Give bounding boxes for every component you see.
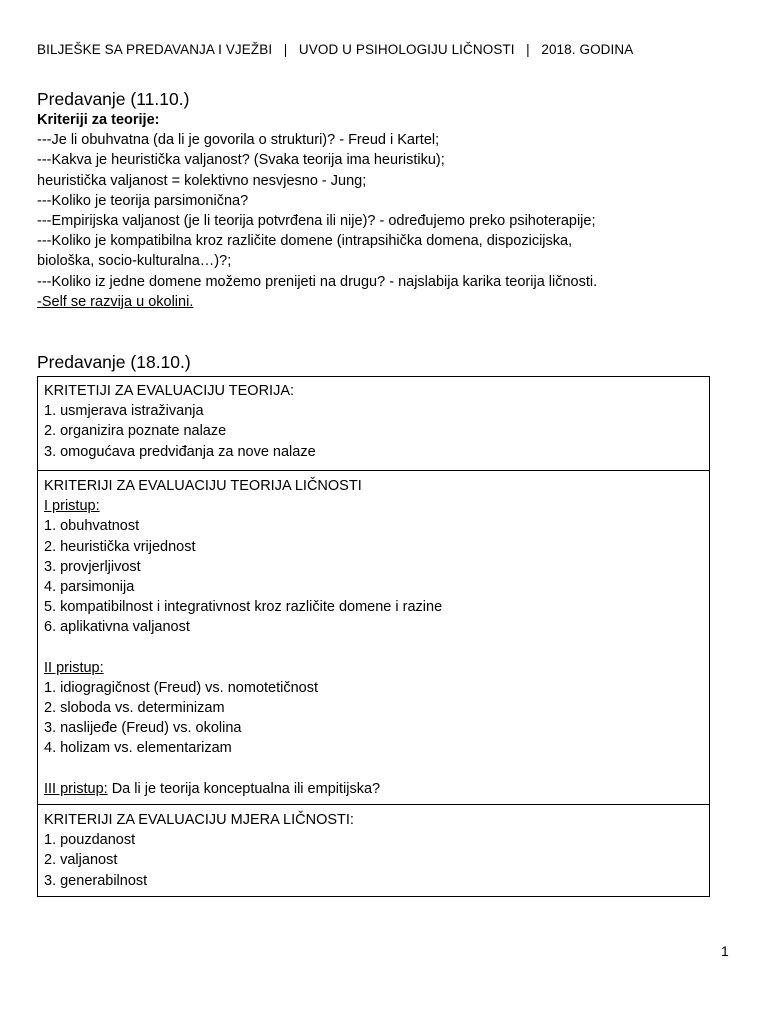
list-item: 4. holizam vs. elementarizam	[44, 740, 232, 757]
self-note: -Self se razvija u okolini.	[37, 293, 194, 310]
lecture-1-body	[37, 110, 737, 312]
cell-heading: KRITETIJI ZA EVALUACIJU TEORIJA:	[44, 383, 295, 399]
lecture-1-line: ---Empirijska valjanost (je li teorija potvrđena ili nije)? - određujemo preko psihoterapije;	[37, 212, 596, 229]
list-item: 2. heuristička vrijednost	[44, 538, 196, 555]
lecture-1-line: ---Koliko je teorija parsimonična?	[37, 192, 249, 209]
list-item: 4. parsimonija	[44, 578, 135, 595]
list-item: 3. naslijeđe (Freud) vs. okolina	[44, 720, 242, 737]
approach-label: I pristup:	[44, 498, 100, 515]
approach-3-text: Da li je teorija konceptualna ili empitijska?	[107, 780, 381, 797]
list-item: 1. pouzdanost	[44, 832, 136, 849]
lecture-2-title: Predavanje (18.10.)	[37, 352, 191, 372]
lecture-1-line: biološka, socio-kulturalna…)?;	[37, 253, 232, 270]
list-item: 2. organizira poznate nalaze	[44, 423, 227, 440]
table-divider	[38, 804, 709, 805]
approach-label: II pristup:	[44, 659, 104, 676]
table-divider	[38, 470, 709, 471]
list-item: 1. obuhvatnost	[44, 518, 140, 535]
table-cell-personality-theory-criteria	[38, 476, 709, 799]
list-item: 2. valjanost	[44, 852, 118, 869]
lecture-1-line: ---Kakva je heuristička valjanost? (Svaka teorija ima heuristiku);	[37, 152, 445, 169]
lecture-1-title: Predavanje (11.10.)	[37, 89, 190, 109]
table-cell-measure-criteria	[38, 810, 709, 891]
approach-label: III pristup:	[44, 780, 108, 797]
list-item: 1. idiogragičnost (Freud) vs. nomotetičnost	[44, 679, 319, 696]
cell-heading: KRITERIJI ZA EVALUACIJU MJERA LIČNOSTI:	[44, 812, 354, 828]
lecture-1-line: ---Koliko iz jedne domene možemo prenijeti na drugu? - najslabija karika teorija ličnosti.	[37, 273, 598, 290]
lecture-1-line: ---Je li obuhvatna (da li je govorila o strukturi)? - Freud i Kartel;	[37, 132, 440, 149]
table-cell-theory-criteria	[38, 381, 709, 462]
criteria-subtitle: Kriteriji za teorije:	[37, 112, 160, 128]
list-item: 3. omogućava predviđanja za nove nalaze	[44, 443, 316, 460]
list-item: 6. aplikativna valjanost	[44, 619, 190, 636]
page-number: 1	[721, 943, 729, 959]
page-header: BILJEŠKE SA PREDAVANJA I VJEŽBI | UVOD U PSIHOLOGIJU LIČNOSTI | 2018. GODINA	[37, 42, 634, 57]
list-item: 3. provjerljivost	[44, 558, 141, 575]
lecture-1-line: heuristička valjanost = kolektivno nesvjesno - Jung;	[37, 172, 367, 189]
list-item: 5. kompatibilnost i integrativnost kroz različite domene i razine	[44, 599, 443, 616]
list-item: 2. sloboda vs. determinizam	[44, 700, 225, 717]
lecture-1-line: ---Koliko je kompatibilna kroz različite domene (intrapsihička domena, dispozicijska,	[37, 233, 573, 250]
list-item: 3. generabilnost	[44, 872, 148, 889]
criteria-table	[37, 376, 710, 897]
cell-heading: KRITERIJI ZA EVALUACIJU TEORIJA LIČNOSTI	[44, 478, 362, 494]
list-item: 1. usmjerava istraživanja	[44, 403, 204, 420]
